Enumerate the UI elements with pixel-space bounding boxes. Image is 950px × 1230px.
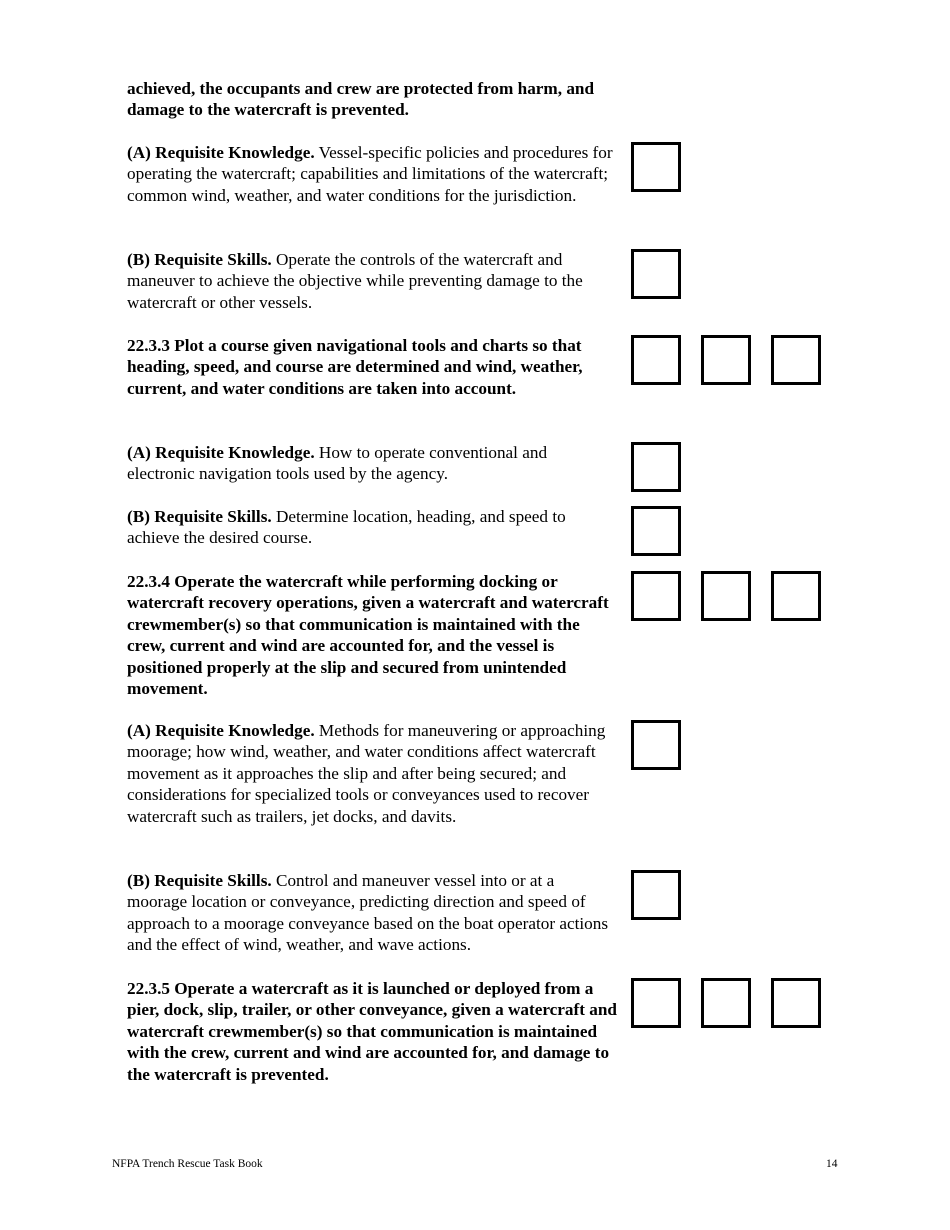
- signoff-checkbox[interactable]: [771, 571, 821, 621]
- signoff-checkbox[interactable]: [631, 142, 681, 192]
- objective-continuation: achieved, the occupants and crew are protected from harm, and damage to the watercraft is prevented.: [127, 79, 595, 120]
- signoff-checkbox[interactable]: [701, 571, 751, 621]
- signoff-checkbox[interactable]: [771, 978, 821, 1028]
- signoff-checkbox[interactable]: [631, 249, 681, 299]
- signoff-checkbox[interactable]: [701, 335, 751, 385]
- objective-22-3-5: 22.3.5 Operate a watercraft as it is launched or deployed from a pier, dock, slip, trailer, or other conveyance, given a watercraft and watercraft crewmember(s) so that communication is maintained with the crew, current and wind are accounted for, and damage to the watercraft is prevented.: [127, 979, 617, 1084]
- objective-22-3-3: 22.3.3 Plot a course given navigational tools and charts so that heading, speed, and course are determined and wind, weather, current, and water conditions are taken into account.: [127, 336, 583, 398]
- signoff-checkbox[interactable]: [631, 442, 681, 492]
- requisite-skills-label: (B) Requisite Skills.: [127, 507, 272, 526]
- signoff-checkbox[interactable]: [771, 335, 821, 385]
- requisite-skills-label: (B) Requisite Skills.: [127, 871, 272, 890]
- requisite-skills-text: Control and maneuver vessel into or at a moorage location or conveyance, predicting direction and speed of approach to a moorage conveyance based on the boat operator actions and the effect of wind, weather, and wave actions.: [127, 871, 609, 955]
- signoff-checkbox[interactable]: [631, 720, 681, 770]
- page-number: 14: [826, 1158, 838, 1170]
- requisite-knowledge-text: How to operate conventional and electronic navigation tools used by the agency.: [127, 443, 548, 484]
- requisite-knowledge-label: (A) Requisite Knowledge.: [127, 443, 315, 462]
- requisite-skills-text: Determine location, heading, and speed to achieve the desired course.: [127, 507, 566, 548]
- signoff-checkbox[interactable]: [631, 870, 681, 920]
- requisite-knowledge-text: Methods for maneuvering or approaching moorage; how wind, weather, and water conditions affect watercraft movement as it approaches the slip and after being secured; and considerations for specialized tools or conveyances used to recover watercraft such as trailers, jet docks, and davits.: [127, 721, 606, 826]
- requisite-knowledge-label: (A) Requisite Knowledge.: [127, 721, 315, 740]
- signoff-checkbox[interactable]: [631, 335, 681, 385]
- requisite-skills-vessel-control: [127, 870, 617, 956]
- objective-22-3-4: 22.3.4 Operate the watercraft while performing docking or watercraft recovery operations, given a watercraft and watercraft crewmember(s) so that communication is maintained with the crew, current and wind are accounted for, and the vessel is positioned properly at the slip and secured from unintended movement.: [127, 572, 609, 699]
- signoff-checkbox[interactable]: [631, 506, 681, 556]
- requisite-knowledge-label: (A) Requisite Knowledge.: [127, 143, 315, 162]
- requisite-skills-location: [127, 506, 617, 549]
- signoff-checkbox[interactable]: [631, 978, 681, 1028]
- requisite-knowledge-vessel: [127, 142, 617, 206]
- signoff-checkbox[interactable]: [701, 978, 751, 1028]
- requisite-knowledge-moorage: [127, 720, 617, 827]
- requisite-skills-text: Operate the controls of the watercraft and maneuver to achieve the objective while preventing damage to the watercraft or other vessels.: [127, 250, 583, 312]
- requisite-knowledge-text: Vessel-specific policies and procedures for operating the watercraft; capabilities and limitations of the watercraft; common wind, weather, and water conditions for the jurisdiction.: [127, 143, 613, 205]
- requisite-knowledge-navigation: [127, 442, 617, 485]
- footer-title: NFPA Trench Rescue Task Book: [112, 1158, 263, 1170]
- signoff-checkbox[interactable]: [631, 571, 681, 621]
- requisite-skills-label: (B) Requisite Skills.: [127, 250, 272, 269]
- requisite-skills-controls: [127, 249, 617, 313]
